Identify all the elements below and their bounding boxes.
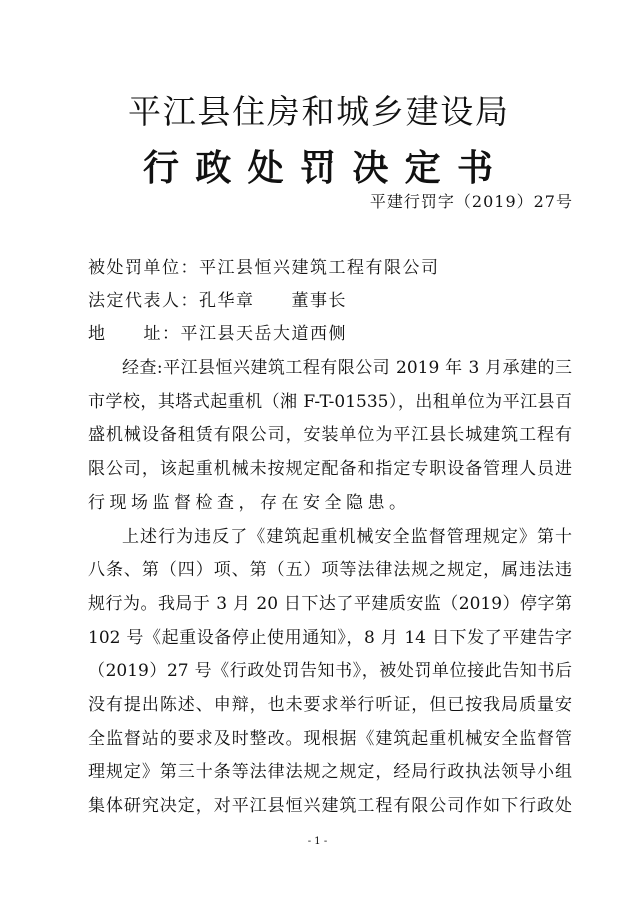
body-line: （2019）27 号《行政处罚告知书》，被处罚单位接此告知书后 [88, 661, 572, 682]
body-line: 全监督站的要求及时整改。现根据《建筑起重机械安全监督管 [88, 728, 572, 749]
body-line: 盛机械设备租赁有限公司，安装单位为平江县长城建筑工程有 [88, 425, 572, 446]
body-line: 规行为。我局于 3 月 20 日下达了平建质安监（2019）停字第 [88, 593, 572, 614]
agency-title: 平江县住房和城乡建设局 [128, 92, 508, 131]
body-line: 市学校，其塔式起重机（湘 F-T-01535），出租单位为平江县百 [88, 391, 572, 412]
body-line: 集体研究决定，对平江县恒兴建筑工程有限公司作如下行政处 [88, 796, 572, 817]
body-line: 理规定》第三十条等法律法规之规定，经局行政执法领导小组 [88, 762, 572, 783]
document-title: 行政处罚决定书 [143, 147, 493, 189]
document-number: 平建行罚字（2019）27号 [369, 192, 573, 211]
legal-representative: 法定代表人：孔华章 董事长 [88, 291, 347, 311]
body-line: 限公司，该起重机械未按规定配备和指定专职设备管理人员进 [88, 459, 572, 480]
body-line: 没有提出陈述、申辩，也未要求举行听证，但已按我局质量安 [88, 695, 572, 715]
body-line: 102 号《起重设备停止使用通知》，8 月 14 日下发了平建告字 [88, 627, 572, 648]
body-line: 上述行为违反了《建筑起重机械安全监督管理规定》第十 [122, 526, 572, 547]
penalized-unit: 被处罚单位：平江县恒兴建筑工程有限公司 [88, 258, 440, 278]
body-line: 八条、第（四）项、第（五）项等法律法规之规定，属违法违 [88, 560, 572, 581]
page-number: - 1 - [307, 836, 328, 847]
body-line: 经查:平江县恒兴建筑工程有限公司 2019 年 3 月承建的三 [122, 358, 572, 378]
address: 地 址：平江县天岳大道西侧 [88, 324, 347, 344]
body-line: 行现场监督检查，存在安全隐患。 [88, 492, 411, 513]
